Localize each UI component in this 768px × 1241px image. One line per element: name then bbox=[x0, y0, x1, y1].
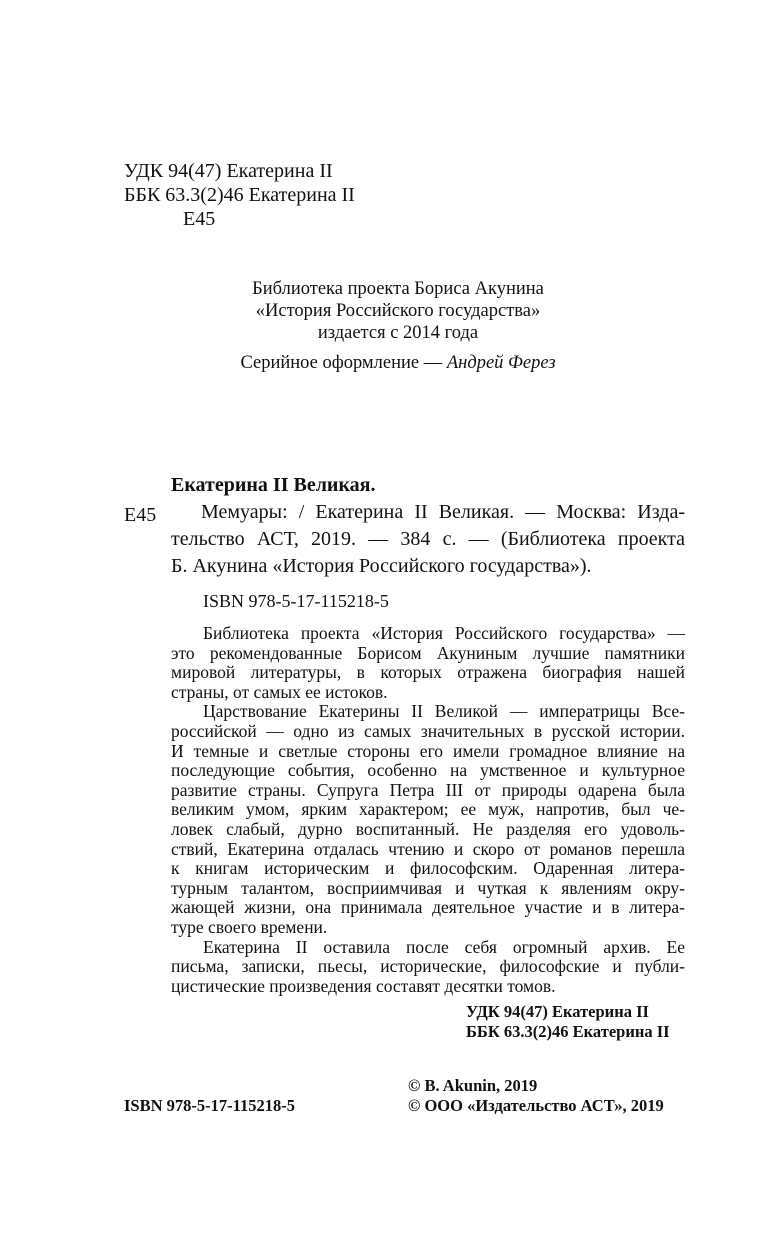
annotation-line: цистические произведения составят десятки томов. bbox=[171, 975, 556, 996]
footer-bbk-code: ББК 63.3(2)46 Екатерина II bbox=[466, 1022, 670, 1041]
annotation-line: развитие страны. Супруга Петра III от природы одарена была bbox=[171, 779, 685, 800]
bbk-code: ББК 63.3(2)46 Екатерина II bbox=[124, 184, 355, 206]
biblio-line: Мемуары: / Екатерина II Великая. — Москва: Изда- bbox=[201, 501, 685, 523]
annotation-line: ствий, Екатерина отдалась чтению и скоро от романов перешла bbox=[171, 838, 685, 859]
annotation-line: страны, от самых ее истоков. bbox=[171, 681, 388, 702]
series-line-2: «История Российского государства» bbox=[255, 301, 541, 321]
footer-udk-code: УДК 94(47) Екатерина II bbox=[466, 1002, 649, 1021]
biblio-line: Б. Акунина «История Российского государства»). bbox=[171, 555, 592, 577]
isbn-entry: ISBN 978-5-17-115218-5 bbox=[203, 591, 389, 611]
footer-isbn: ISBN 978-5-17-115218-5 bbox=[124, 1096, 295, 1115]
biblio-line: тельство АСТ, 2019. — 384 с. — (Библиотека проекта bbox=[171, 528, 685, 550]
design-label: Серийное оформление — bbox=[240, 353, 447, 373]
copyright-publisher: © ООО «Издательство АСТ», 2019 bbox=[408, 1096, 664, 1115]
annotation-line: последующие события, особенно на умственное и культурное bbox=[171, 760, 685, 781]
annotation-line: мировой литературы, в которых отражена биография нашей bbox=[171, 662, 685, 683]
annotation-line: Библиотека проекта «История Российского государства» — bbox=[203, 623, 685, 643]
annotation-line: И темные и светлые стороны его имели громадное влияние на bbox=[171, 740, 685, 761]
author-heading: Екатерина II Великая. bbox=[171, 474, 376, 496]
annotation-line: российской — одно из самых значительных в русской истории. bbox=[171, 720, 685, 741]
annotation-line: туре своего времени. bbox=[171, 916, 328, 937]
annotation-line: турным талантом, восприимчивая и чуткая к явлениям окру- bbox=[171, 877, 685, 898]
designer-name: Андрей Ферез bbox=[446, 353, 556, 373]
annotation-line: письма, записки, пьесы, исторические, философские и публи- bbox=[171, 956, 685, 977]
annotation-line: Екатерина II оставила после себя огромный архив. Ее bbox=[203, 936, 685, 957]
annotation-line: великим умом, ярким характером; ее муж, напротив, был че- bbox=[171, 799, 685, 820]
annotation bbox=[171, 624, 685, 996]
bibliographic-description bbox=[171, 499, 685, 580]
design-credit bbox=[14, 352, 768, 374]
annotation-line: Царствование Екатерины II Великой — императрицы Все- bbox=[203, 701, 685, 722]
annotation-line: ловек слабый, дурно воспитанный. Не разделяя его удоволь- bbox=[171, 818, 685, 839]
annotation-line: это рекомендованные Борисом Акуниным лучшие памятники bbox=[171, 642, 685, 663]
annotation-line: к книгам историческим и философским. Одаренная литера- bbox=[171, 858, 685, 879]
series-line-3: издается с 2014 года bbox=[317, 323, 479, 343]
author-mark: Е45 bbox=[183, 208, 216, 230]
annotation-line: жающей жизни, она принимала деятельное участие и в литера- bbox=[171, 897, 685, 918]
copyright-author: © B. Akunin, 2019 bbox=[408, 1076, 538, 1095]
udk-code: УДК 94(47) Екатерина II bbox=[124, 160, 333, 182]
series-line-1: Библиотека проекта Бориса Акунина bbox=[252, 279, 544, 299]
entry-author-mark: Е45 bbox=[124, 504, 157, 526]
